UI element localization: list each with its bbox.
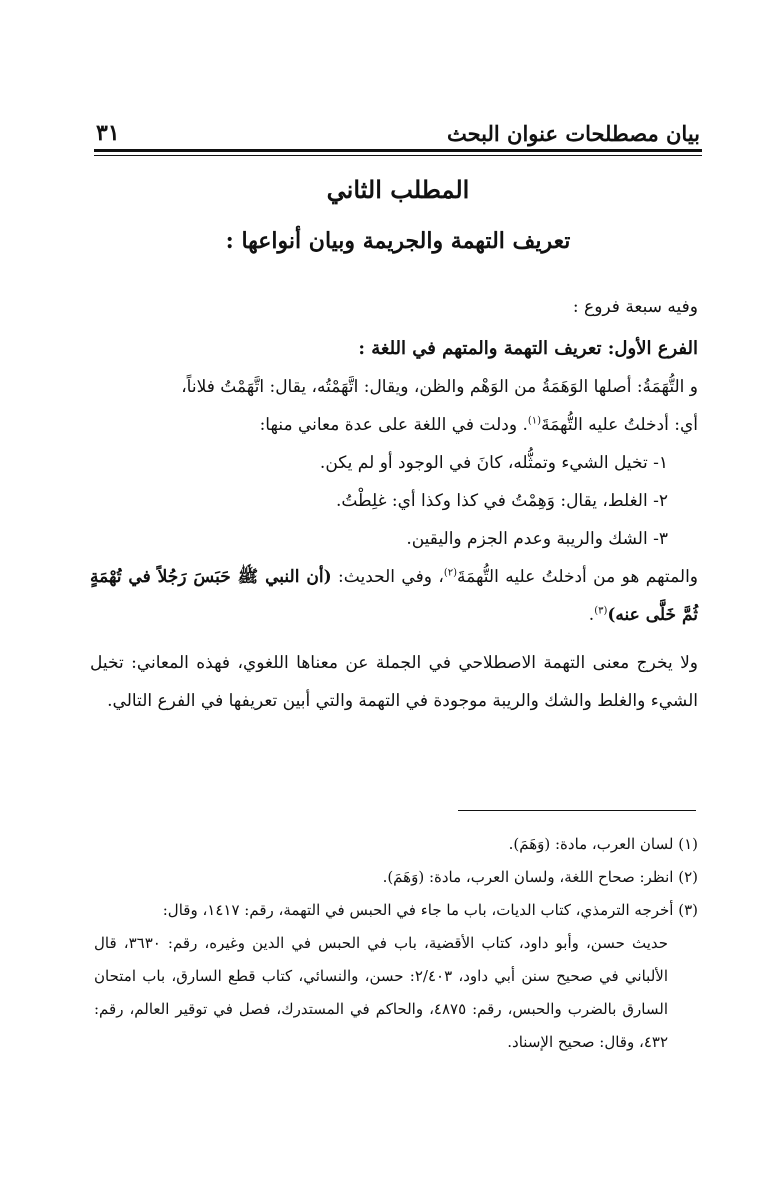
list-item-1: ١- تخيل الشيء وتمثُّله، كانَ في الوجود أو لم يكن.	[319, 453, 668, 473]
footnote-separator	[458, 810, 696, 811]
header-rule-thin	[94, 155, 702, 156]
list-item-3: ٣- الشك والريبة وعدم الجزم واليقين.	[406, 529, 668, 549]
page-header	[96, 110, 700, 146]
list-item-2: ٢- الغلط، يقال: وَهِمْتُ في كذا وكذا أي: غلِطْتُ.	[335, 491, 668, 511]
page-number: ٣١	[96, 120, 120, 146]
hadith-quote: (أن النبي ﷺ حَبَسَ رَجُلاً في تُهْمَةٍ ثُمَّ خَلَّى عنه)	[90, 567, 698, 625]
paragraph-2-mid: ، وفي الحديث:	[331, 567, 444, 587]
paragraph-1-line-1: و التُّهَمَةُ: أصلها الوَهَمَةُ من الوَهْم والظن، ويقال: اتَّهَمْتُه، يقال: اتَّهَمْتُ فلاناً،	[181, 377, 698, 397]
intro-line: وفيه سبعة فروع :	[572, 297, 698, 317]
paragraph-2	[90, 558, 698, 634]
paragraph-1-end: . ودلت في اللغة على عدة معاني منها:	[259, 415, 528, 435]
branch-title: الفرع الأول: تعريف التهمة والمتهم في اللغة :	[358, 338, 698, 359]
paragraph-2-start: والمتهم هو من أدخلتُ عليه التُّهمَةَ	[457, 567, 699, 587]
paragraph-1-line-2	[90, 406, 698, 444]
footnote-1: (١) لسان العرب، مادة: (وَهَمَ).	[508, 835, 698, 853]
section-subheading: تعريف التهمة والجريمة وبيان أنواعها :	[225, 228, 571, 254]
section-heading: المطلب الثاني	[326, 175, 470, 204]
footnote-2: (٢) انظر: صحاح اللغة، ولسان العرب، مادة: (وَهَمَ).	[382, 868, 698, 886]
footnote-3-first-line: (٣) أخرجه الترمذي، كتاب الديات، باب ما جاء في الحبس في التهمة، رقم: ١٤١٧، وقال:	[162, 901, 698, 919]
body-text	[90, 288, 698, 720]
header-rule-thick	[94, 149, 702, 152]
footnote-ref-3: (٣)	[594, 605, 608, 617]
running-title: بيان مصطلحات عنوان البحث	[446, 121, 700, 146]
footnote-ref-2: (٢)	[443, 567, 457, 579]
footnotes	[94, 828, 698, 1059]
footnote-ref-1: (١)	[527, 415, 542, 427]
paragraph-2-end: .	[588, 605, 595, 625]
footnote-3-continuation: حديث حسن، وأبو داود، كتاب الأقضية، باب في الحبس في الدين وغيره، رقم: ٣٦٣٠، قال الألباني في صحيح سنن أبي داود، ٢/٤٠٣: حسن، والنسائي، كتاب قطع السارق، باب امتحان السارق بالضرب والحبس، رقم: ٤٨٧٥، والحاكم في المستدرك، فصل في توقير العالم، رقم: ٤٣٢، وقال: صحيح الإسناد.	[94, 934, 669, 1051]
paragraph-1-text: أي: أدخلتُ عليه التُّهمَةَ	[541, 415, 698, 435]
paragraph-3: ولا يخرج معنى التهمة الاصطلاحي في الجملة عن معناها اللغوي، فهذه المعاني: تخيل الشيء والغلط والشك والريبة موجودة في التهمة والتي أبين تعريفها في الفرع التالي.	[90, 653, 698, 711]
